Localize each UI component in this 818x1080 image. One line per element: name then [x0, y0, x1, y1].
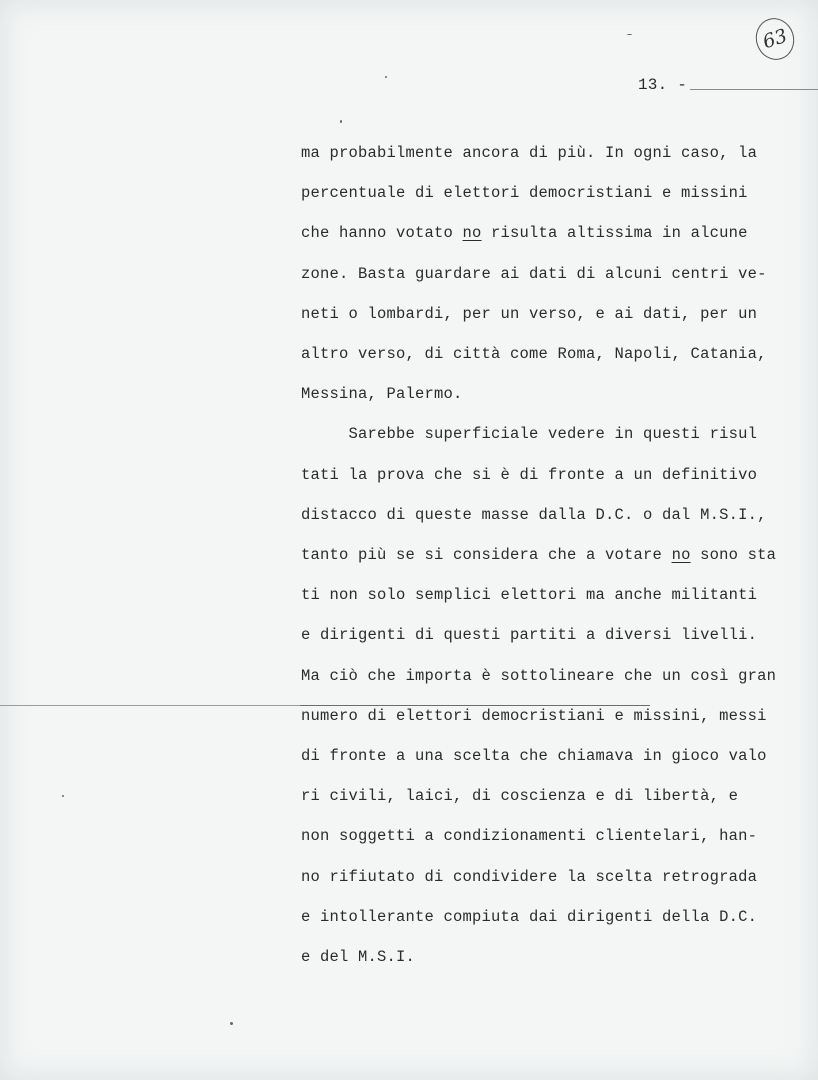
text-line — [301, 304, 757, 324]
text-line — [301, 223, 748, 243]
text-segment: altro verso, di città come Roma, Napoli, Catania, — [301, 345, 767, 363]
ink-speck — [340, 120, 342, 123]
ink-speck — [627, 34, 632, 35]
text-segment: non soggetti a condizionamenti clientelari, han- — [301, 827, 758, 846]
text-segment: zone. Basta guardare ai dati di alcuni centri ve- — [301, 264, 767, 283]
text-line — [301, 505, 767, 525]
text-line — [301, 746, 767, 766]
ink-speck — [230, 1022, 233, 1025]
text-segment: e del M.S.I. — [301, 948, 416, 966]
text-segment: sono sta — [690, 546, 777, 564]
text-segment: percentuale di elettori democristiani e missini — [301, 184, 748, 203]
text-line — [301, 465, 757, 485]
ink-speck — [62, 795, 64, 797]
text-line — [301, 344, 767, 364]
text-line — [301, 947, 415, 967]
text-line — [301, 625, 757, 645]
text-segment: di fronte a una scelta che chiamava in gioco valo — [301, 747, 767, 765]
text-segment: tati la prova che si è di fronte a un definitivo — [301, 465, 758, 484]
underlined-word: no — [462, 224, 482, 243]
text-segment: e intollerante compiuta dai dirigenti della D.C. — [301, 907, 758, 926]
text-segment: ti non solo semplici elettori ma anche militanti — [301, 586, 758, 605]
page-stamp — [750, 13, 799, 65]
text-segment: neti o lombardi, per un verso, e ai dati, per un — [301, 304, 758, 323]
text-segment: e dirigenti di questi partiti a diversi livelli. — [301, 626, 758, 645]
text-segment: tanto più se si considera che a votare — [301, 546, 672, 564]
text-line — [301, 666, 776, 686]
text-segment: ri civili, laici, di coscienza e di libertà, e — [301, 787, 739, 806]
text-line — [301, 585, 757, 605]
text-segment: numero di elettori democristiani e missini, messi — [301, 706, 767, 725]
text-segment: no rifiutato di condividere la scelta retrograda — [301, 867, 758, 886]
text-line — [301, 786, 738, 806]
text-segment: Messina, Palermo. — [301, 385, 463, 404]
margin-rule — [0, 705, 300, 706]
text-line — [301, 826, 757, 846]
text-line — [301, 424, 757, 444]
text-line — [301, 384, 463, 404]
stamp-number: 63 — [760, 24, 790, 54]
header-rule — [690, 89, 818, 90]
text-line — [301, 545, 776, 565]
text-line — [301, 867, 757, 887]
text-line — [301, 264, 767, 284]
text-segment: Sarebbe superficiale vedere in questi risul — [301, 425, 758, 444]
text-line — [301, 183, 748, 203]
ink-speck — [385, 76, 387, 78]
text-line — [301, 706, 767, 726]
text-segment: risulta altissima in alcune — [481, 224, 748, 243]
text-segment: Ma ciò che importa è sottolineare che un così gran — [301, 666, 777, 685]
page-number: 13. - — [638, 76, 688, 94]
text-line — [301, 907, 757, 927]
text-segment: distacco di queste masse dalla D.C. o dal M.S.I., — [301, 505, 767, 524]
underlined-word: no — [671, 546, 691, 564]
text-segment: ma probabilmente ancora di più. In ogni caso, la — [301, 144, 758, 162]
text-segment: che hanno votato — [301, 224, 463, 243]
text-line — [301, 143, 757, 163]
